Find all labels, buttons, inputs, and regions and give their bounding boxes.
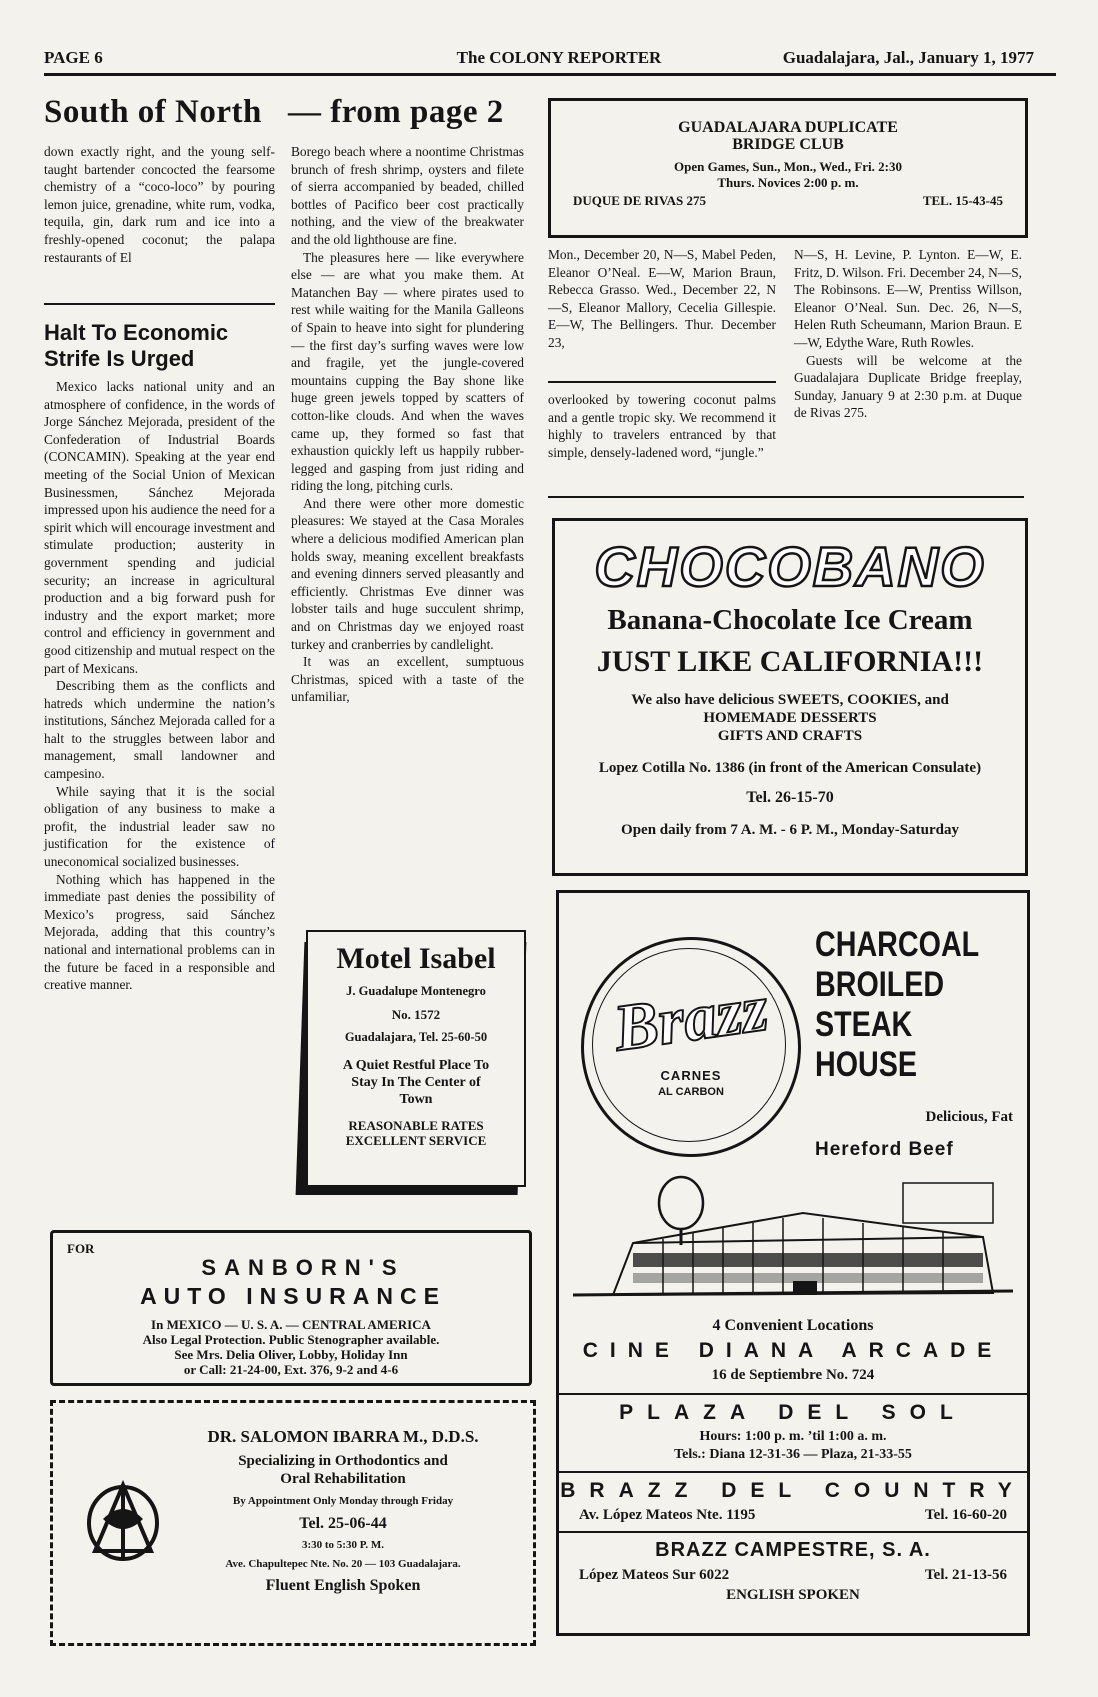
chocobano-ad <box>552 518 1028 876</box>
chocobano-hours: Open daily from 7 A. M. - 6 P. M., Monday-Saturday <box>621 822 959 838</box>
brazz-restaurant-illustration <box>573 1173 1013 1309</box>
dentist-tel: Tel. 25-06-44 <box>299 1515 387 1532</box>
masthead <box>44 44 1054 74</box>
brazz-english: ENGLISH SPOKEN <box>726 1587 860 1603</box>
chocobano-gifts: GIFTS AND CRAFTS <box>717 728 863 744</box>
divider <box>559 1393 1027 1395</box>
brazz-loc4-tel: Tel. 21-13-56 <box>925 1567 1007 1583</box>
sanborns-contact: See Mrs. Delia Oliver, Lobby, Holiday Inn <box>174 1347 408 1362</box>
article-headline-halt: Halt To Economic Strife Is Urged <box>44 320 229 371</box>
article-paragraph: While saying that it is the social obligation of any business to make a profit, the industrial leader saw no justification for the existence of uneconomical socialized businesses. <box>44 783 275 870</box>
article-paragraph: Borego beach where a noontime Christmas brunch of fresh shrimp, oysters and filete of sierra accompanied by beaded, chilled bottles of Pacifico beer cost practically nothing, and the view of the breakwater and the old lighthouse are fine. <box>291 144 524 247</box>
bridge-results-right <box>794 246 1022 422</box>
brazz-loc3-tel: Tel. 16-60-20 <box>925 1507 1007 1523</box>
bridge-address: DUQUE DE RIVAS 275 <box>573 193 707 208</box>
brazz-loc4-name: BRAZZ CAMPESTRE, S. A. <box>655 1539 931 1561</box>
motel-isabel-ad <box>306 930 526 1187</box>
dentist-english: Fluent English Spoken <box>265 1577 421 1594</box>
divider <box>559 1531 1027 1533</box>
bridge-results: Mon., December 20, N—S, Mabel Peden, Eleanor O’Neal. E—W, Marion Braun, Rebecca Grasso. Wed., December 22, N—S, Eleanor Mallory, Cecelia Gillespie. E—W, The Bellingers. Thur. December 23, <box>548 247 776 350</box>
chocobano-also: We also have delicious SWEETS, COOKIES, and HOMEMADE DESSERTS <box>631 692 949 726</box>
brazz-beef-line2: Hereford Beef <box>815 1139 954 1160</box>
dateline: Guadalajara, Jal., January 1, 1977 <box>782 48 1034 67</box>
sanborns-product: AUTO INSURANCE <box>140 1283 446 1309</box>
chocobano-product: Banana-Chocolate Ice Cream <box>607 604 973 636</box>
article-paragraph: Describing them as the conflicts and hatreds which undermine the nation’s institutions, Sánchez Mejorada called for a halt to the struggles between labor and management, small landowner and campesino. <box>44 678 275 782</box>
article-jump-line: — from page 2 <box>288 94 504 130</box>
bridge-results-left <box>548 246 776 352</box>
bridge-title: GUADALAJARA DUPLICATE <box>678 119 898 136</box>
bridge-novices: Thurs. Novices 2:00 p. m. <box>717 175 859 190</box>
masthead-rule <box>44 73 1056 76</box>
bridge-results: N—S, H. Levine, P. Lynton. E—W, E. Fritz, D. Wilson. Fri. December 24, N—S, The Robinsons. E—W, Prentiss Willson, Eleanor O’Neal. Sun. Dec. 26, N—S, Helen Ruth Scheumann, Marion Braun. E—W, Edythe Ware, Ruth Rowles. <box>794 247 1022 350</box>
brazz-locations: 4 Convenient Locations <box>712 1317 874 1334</box>
motel-number: No. 1572 <box>391 1007 441 1022</box>
article-paragraph: Nothing which has happened in the immediate past denies the possibility of Mexico’s progress, said Sánchez Mejorada, adding that this country’s national and international problems can in the future be faced in a responsible and creative manner. <box>44 871 275 993</box>
chocobano-slogan: JUST LIKE CALIFORNIA!!! <box>596 645 984 678</box>
divider <box>44 303 275 305</box>
motel-rates: REASONABLE RATES <box>348 1118 484 1133</box>
motel-name: Motel Isabel <box>336 942 496 975</box>
brazz-loc2-hours: Hours: 1:00 p. m. ’til 1:00 a. m. <box>699 1429 887 1444</box>
halt-article-body <box>44 378 275 994</box>
brazz-ad <box>556 890 1030 1636</box>
dental-emblem-icon <box>83 1479 163 1563</box>
sanborns-name: SANBORN'S <box>201 1255 405 1280</box>
motel-street: J. Guadalupe Montenegro <box>346 984 486 998</box>
bridge-guests-note: Guests will be welcome at the Guadalajara Duplicate Bridge freeplay, Sunday, January 9 at 2:30 p.m. at Duque de Rivas 275. <box>794 352 1022 421</box>
chocobano-address: Lopez Cotilla No. 1386 (in front of the American Consulate) <box>598 760 982 776</box>
article-paragraph: And there were other more domestic pleasures: We stayed at the Casa Morales where a delicious modified American plan holds sway, meaning excellent breakfasts and evening dinners served pleasantly and efficiently. Christmas Eve dinner was lobster tails and huge succulent shrimp, and on Christmas day we enjoyed roast turkey and cranberries by candlelight. <box>291 495 524 652</box>
publication-name: The COLONY REPORTER <box>456 48 662 67</box>
bridge-subtitle: BRIDGE CLUB <box>732 136 844 153</box>
divider <box>559 1471 1027 1473</box>
brazz-loc3-address: Av. López Mateos Nte. 1195 <box>579 1507 756 1523</box>
article-paragraph: It was an excellent, sumptuous Christmas, spiced with a taste of the unfamiliar, <box>291 654 524 705</box>
sanborns-call: or Call: 21-24-00, Ext. 376, 9-2 and 4-6 <box>183 1362 399 1377</box>
brazz-headline: CHARCOAL BROILED STEAK HOUSE <box>815 925 979 1084</box>
article-paragraph: overlooked by towering coconut palms and a gentle tropic sky. We recommend it highly to travelers entranced by that simple, densely-ladened word, “jungle.” <box>548 392 776 460</box>
brazz-logo-sub1: CARNES <box>660 1068 722 1083</box>
article-col-1 <box>44 143 275 266</box>
chocobano-tel: Tel. 26-15-70 <box>746 789 834 806</box>
dentist-specialty-2: Oral Rehabilitation <box>280 1471 406 1487</box>
brazz-logo-name: Brazz <box>609 971 773 1066</box>
brazz-loc2-tels: Tels.: Diana 12-31-36 — Plaza, 21-33-55 <box>674 1447 912 1462</box>
dentist-specialty-1: Specializing in Orthodontics and <box>238 1453 448 1469</box>
dentist-hours: 3:30 to 5:30 P. M. <box>301 1539 385 1551</box>
brazz-logo-sub2: AL CARBON <box>658 1086 724 1098</box>
article-col-3 <box>548 391 776 461</box>
article-paragraph: down exactly right, and the young self-taught bartender concocted the fearsome chemistry of a “coco-loco” by pouring lemon juice, grenadine, white rum, vodka, tequila, gin, dark rum and ice into a freshly-opened coconut; the palapa restaurants of El <box>44 144 275 265</box>
sanborns-regions: In MEXICO — U. S. A. — CENTRAL AMERICA <box>151 1317 431 1332</box>
brazz-loc2-name: PLAZA DEL SOL <box>619 1401 967 1424</box>
brazz-loc4-address: López Mateos Sur 6022 <box>579 1567 730 1583</box>
dentist-address: Ave. Chapultepec Nte. No. 20 — 103 Guadalajara. <box>225 1558 461 1570</box>
sanborns-for: FOR <box>67 1241 95 1256</box>
dentist-name: DR. SALOMON IBARRA M., D.D.S. <box>207 1427 479 1446</box>
page-number: PAGE 6 <box>44 48 103 67</box>
article-headline: South of North <box>44 94 262 130</box>
bridge-open-games: Open Games, Sun., Mon., Wed., Fri. 2:30 <box>673 159 902 174</box>
brazz-loc1-name: CINE DIANA ARCADE <box>582 1339 1004 1362</box>
brazz-logo <box>581 937 801 1157</box>
dentist-appointment: By Appointment Only Monday through Friday <box>232 1495 454 1507</box>
divider <box>548 381 776 383</box>
sanborns-also: Also Legal Protection. Public Stenographer available. <box>142 1332 440 1347</box>
brazz-loc1-address: 16 de Septiembre No. 724 <box>711 1367 875 1383</box>
bridge-tel: TEL. 15-43-45 <box>922 193 1003 208</box>
brazz-loc3-name: BRAZZ DEL COUNTRY <box>560 1479 1026 1502</box>
brazz-beef-line1: Delicious, Fat <box>925 1109 1013 1125</box>
divider <box>548 496 1024 498</box>
bridge-club-box <box>548 98 1028 238</box>
sanborns-ad <box>50 1230 532 1386</box>
chocobano-logo: CHOCOBANO <box>594 535 986 598</box>
motel-service: EXCELLENT SERVICE <box>345 1133 487 1148</box>
motel-tagline: A Quiet Restful Place To Stay In The Center of Town <box>342 1058 490 1107</box>
article-col-2 <box>291 143 524 706</box>
article-paragraph: Mexico lacks national unity and an atmosphere of confidence, in the words of Jorge Sánchez Mejorada, president of the Confederation of Industrial Boards (CONCAMIN). Speaking at the year end meeting of the Social Union of Mexican Businessmen, Sánchez Mejorada impressed upon his audience the need for a spirit which will encourage investment and stimulate production; austerity in government spending and judicial security; an increase in agricultural production and a big forward push for industry and the export market; more control and efficiency in government and good citizenship and mutual respect on the part of Mexicans. <box>44 379 275 676</box>
article-paragraph: The pleasures here — like everywhere else — are what you make them. At Matanchen Bay — where pirates used to rest while waiting for the Manila Galleons of Spain to heave into sight for plundering — the first day’s surfing waves were low and fragile, yet the jungle-covered mountains cupping the Bay shone like huge green jewels topped by scatters of cotton-like clouds. And when the waves came up, they formed so fast that exhaustion quickly left us happily rubber-legged and gasping from just riding and riding the long, pitching curls. <box>291 249 524 494</box>
motel-city-tel: Guadalajara, Tel. 25-60-50 <box>344 1030 488 1044</box>
dentist-ad <box>50 1400 536 1646</box>
